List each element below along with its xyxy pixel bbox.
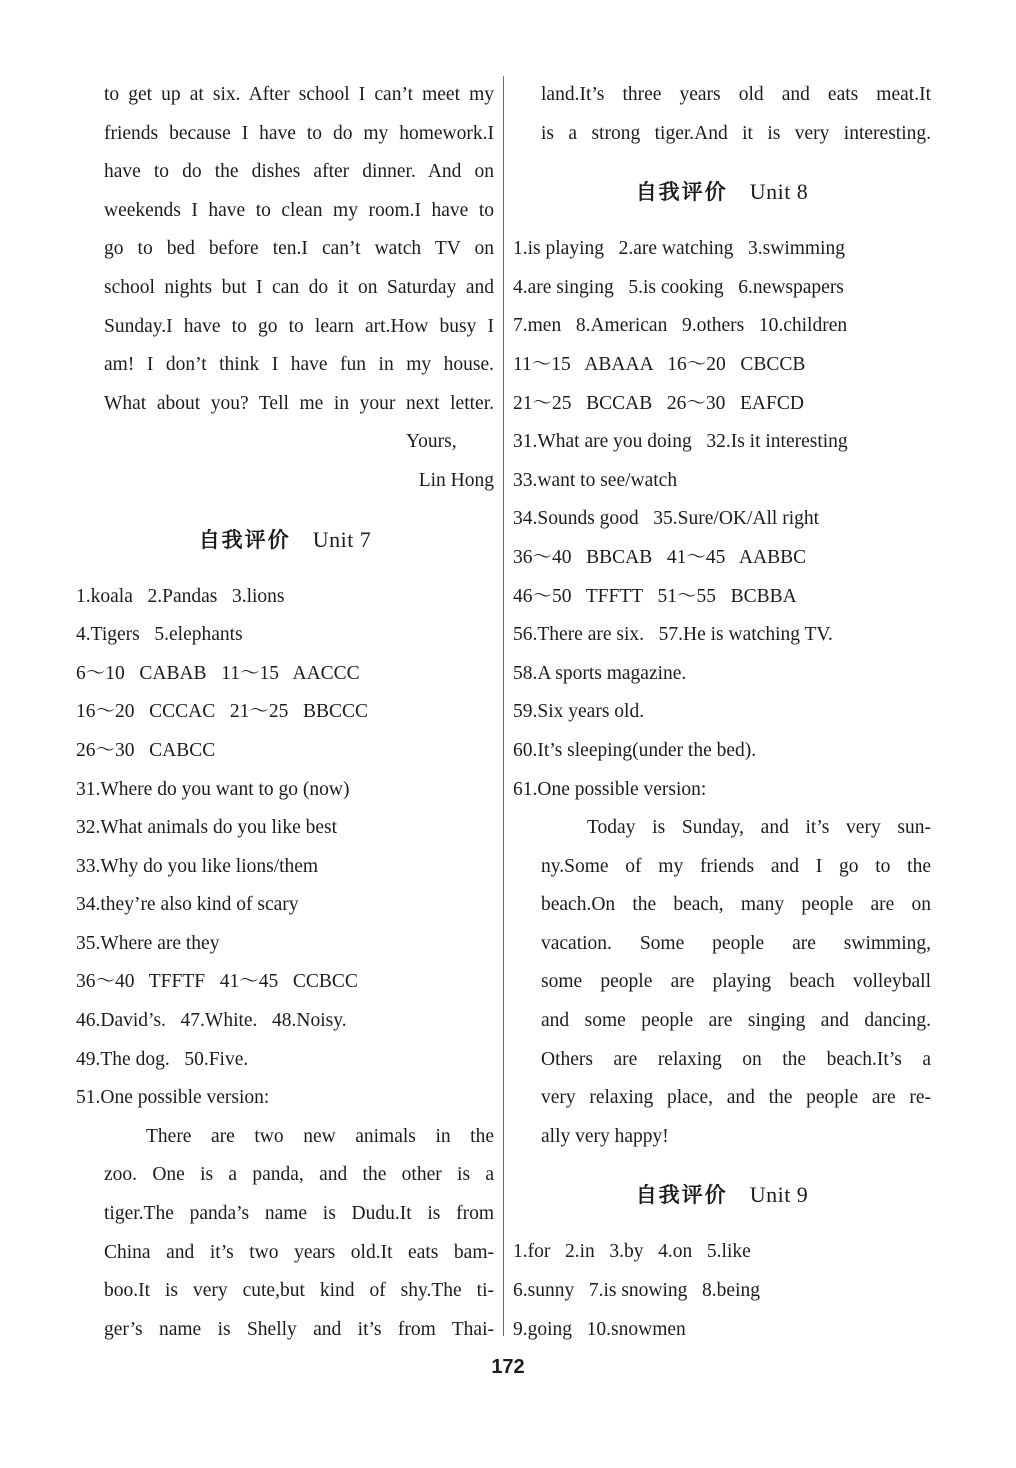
unit8-heading xyxy=(513,153,931,230)
letter-line: friends because I have to do my homework.I xyxy=(104,122,494,144)
unit8-essay-line: Today is Sunday, and it’s very sun- xyxy=(587,817,931,839)
letter-line: weekends I have to clean my room.I have to xyxy=(104,199,494,221)
unit8-answer: 1.is playing 2.are watching 3.swimming xyxy=(513,238,845,260)
letter-line: Sunday.I have to go to learn art.How busy I xyxy=(104,315,494,337)
unit7-heading-en: Unit 7 xyxy=(312,526,372,552)
unit7-answer: 51.One possible version: xyxy=(76,1087,270,1109)
unit8-essay-line: very relaxing place, and the people are re- xyxy=(541,1087,931,1109)
unit7-essay-line: ger’s name is Shelly and it’s from Thai- xyxy=(104,1318,494,1340)
unit7-heading xyxy=(76,501,494,578)
unit8-answer: 34.Sounds good 35.Sure/OK/All right xyxy=(513,508,820,530)
unit8-essay-line: beach.On the beach, many people are on xyxy=(541,894,931,916)
unit7-answer: 49.The dog. 50.Five. xyxy=(76,1048,249,1070)
unit7-essay-continued: land.It’s three years old and eats meat.It xyxy=(541,84,931,105)
unit7-answer: 35.Where are they xyxy=(76,932,220,954)
unit8-answer: 31.What are you doing 32.Is it interesting xyxy=(513,431,848,453)
unit7-answer: 4.Tigers 5.elephants xyxy=(76,624,243,646)
left-column xyxy=(76,76,494,1349)
unit7-essay-continued: is a strong tiger.And it is very interesting. xyxy=(541,122,931,144)
unit7-essay-line: There are two new animals in the xyxy=(146,1125,494,1147)
column-divider xyxy=(503,76,504,1336)
unit8-answer: 36～40 BBCAB 41～45 AABBC xyxy=(513,546,807,568)
letter-line: to get up at six. After school I can’t meet my xyxy=(104,84,494,105)
unit7-heading-zh: 自我评价 xyxy=(198,527,291,552)
unit9-answer: 1.for 2.in 3.by 4.on 5.like xyxy=(513,1241,751,1263)
unit7-answer: 34.they’re also kind of scary xyxy=(76,894,299,916)
unit8-answer: 7.men 8.American 9.others 10.children xyxy=(513,315,848,337)
letter-signature: Lin Hong xyxy=(418,469,494,491)
unit7-answer: 33.Why do you like lions/them xyxy=(76,855,319,877)
unit9-answer: 9.going 10.snowmen xyxy=(513,1318,686,1340)
unit9-heading-zh: 自我评价 xyxy=(635,1183,728,1208)
unit7-essay-line: zoo. One is a panda, and the other is a xyxy=(104,1164,494,1186)
unit8-essay-line: vacation. Some people are swimming, xyxy=(541,932,931,954)
unit8-answer: 33.want to see/watch xyxy=(513,469,678,491)
unit8-answer: 46～50 TFFTT 51～55 BCBBA xyxy=(513,585,797,607)
letter-line: have to do the dishes after dinner. And on xyxy=(104,161,494,183)
unit8-essay-line: Others are relaxing on the beach.It’s a xyxy=(541,1048,931,1070)
unit8-answer: 59.Six years old. xyxy=(513,701,645,723)
unit9-heading-en: Unit 9 xyxy=(749,1182,809,1208)
unit7-answer: 46.David’s. 47.White. 48.Noisy. xyxy=(76,1010,347,1032)
page-number: 172 xyxy=(491,1356,525,1378)
unit8-essay-line: ally very happy! xyxy=(541,1125,669,1147)
unit8-answer: 61.One possible version: xyxy=(513,778,707,800)
unit7-answer: 31.Where do you want to go (now) xyxy=(76,778,350,800)
letter-line: go to bed before ten.I can’t watch TV on xyxy=(104,238,494,260)
letter-line: am! I don’t think I have fun in my house. xyxy=(104,354,494,376)
unit8-heading-zh: 自我评价 xyxy=(635,180,728,205)
letter-line: What about you? Tell me in your next letter. xyxy=(104,392,494,414)
right-column xyxy=(513,76,931,1349)
unit7-answer: 32.What animals do you like best xyxy=(76,817,338,839)
unit9-answer: 6.sunny 7.is snowing 8.being xyxy=(513,1280,761,1302)
letter-closing: Yours, xyxy=(406,431,457,453)
unit7-answer: 36～40 TFFTF 41～45 CCBCC xyxy=(76,971,358,993)
unit8-essay-line: ny.Some of my friends and I go to the xyxy=(541,855,931,877)
unit7-answer: 1.koala 2.Pandas 3.lions xyxy=(76,585,285,607)
unit7-essay-line: tiger.The panda’s name is Dudu.It is from xyxy=(104,1203,494,1225)
unit8-answer: 58.A sports magazine. xyxy=(513,662,687,684)
unit8-answer: 4.are singing 5.is cooking 6.newspapers xyxy=(513,276,844,298)
unit8-answer: 60.It’s sleeping(under the bed). xyxy=(513,739,757,761)
unit8-answer: 11～15 ABAAA 16～20 CBCCB xyxy=(513,353,806,375)
unit8-answer: 21～25 BCCAB 26～30 EAFCD xyxy=(513,392,804,414)
unit8-essay-line: some people are playing beach volleyball xyxy=(541,971,931,993)
unit8-essay-line: and some people are singing and dancing. xyxy=(541,1010,931,1032)
unit7-answer: 26～30 CABCC xyxy=(76,739,216,761)
unit9-heading xyxy=(513,1156,931,1233)
unit7-essay-line: China and it’s two years old.It eats bam- xyxy=(104,1241,494,1263)
unit8-answer: 56.There are six. 57.He is watching TV. xyxy=(513,624,833,646)
letter-line: school nights but I can do it on Saturday and xyxy=(104,276,494,298)
unit8-heading-en: Unit 8 xyxy=(749,179,809,205)
unit7-essay-line: boo.It is very cute,but kind of shy.The ti- xyxy=(104,1280,494,1302)
unit7-answer: 6～10 CABAB 11～15 AACCC xyxy=(76,662,360,684)
unit7-answer: 16～20 CCCAC 21～25 BBCCC xyxy=(76,701,369,723)
